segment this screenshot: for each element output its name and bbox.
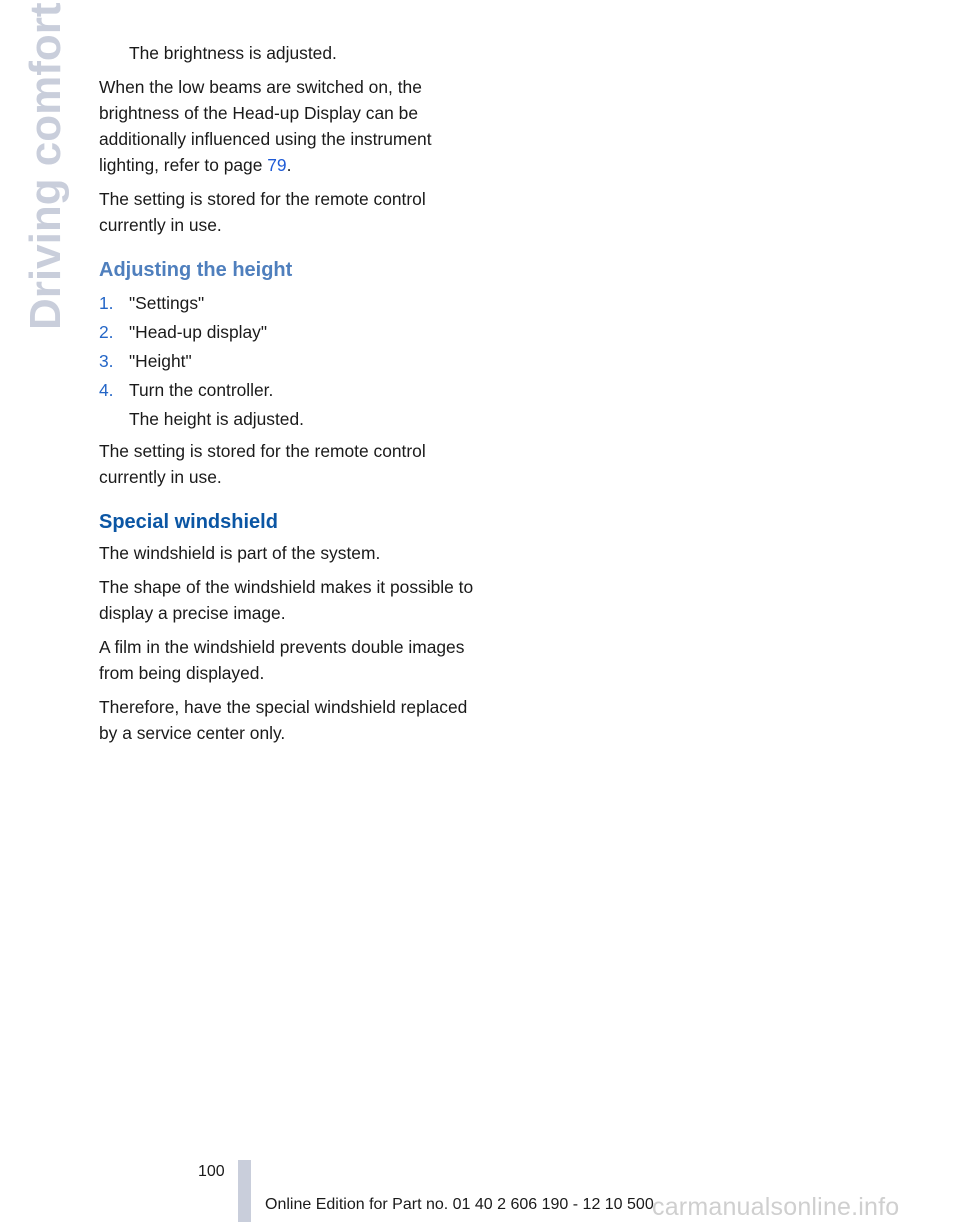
- stored-setting-note-2: The setting is stored for the remote control currently in use.: [99, 441, 426, 487]
- step-text: "Settings": [129, 293, 205, 313]
- step-item: [99, 290, 479, 316]
- step-item: [99, 319, 479, 345]
- step-number: 4.: [99, 380, 114, 400]
- low-beams-paragraph: [99, 74, 479, 178]
- section-side-title: [0, 0, 80, 340]
- brightness-result: The brightness is adjusted.: [129, 43, 337, 63]
- watermark-text: carmanualsonline.info: [652, 1193, 900, 1221]
- step-item: [99, 377, 479, 403]
- adjusting-height-heading: Adjusting the height: [99, 259, 293, 281]
- windshield-paragraph: The shape of the windshield makes it possible to display a precise image.: [99, 577, 474, 623]
- low-beams-text: When the low beams are switched on, the brightness of the Head-up Display can be additionally influenced using the instrument lighting, refer to page: [99, 77, 432, 175]
- windshield-paragraph: Therefore, have the special windshield replaced by a service center only.: [99, 697, 468, 743]
- height-result: The height is adjusted.: [129, 409, 304, 429]
- step-text: "Height": [129, 351, 192, 371]
- special-windshield-heading: Special windshield: [99, 511, 278, 533]
- step-text: Turn the controller.: [129, 380, 274, 400]
- step-number: 2.: [99, 322, 114, 342]
- windshield-paragraph: A film in the windshield prevents double images from being displayed.: [99, 637, 465, 683]
- windshield-paragraph: The windshield is part of the system.: [99, 543, 381, 563]
- step-number: 3.: [99, 351, 114, 371]
- side-title-text: Driving comfort: [21, 2, 70, 330]
- page-number: 100: [198, 1163, 225, 1180]
- step-text: "Head-up display": [129, 322, 268, 342]
- main-content: [99, 40, 479, 754]
- step-number: 1.: [99, 293, 114, 313]
- edition-text: Online Edition for Part no. 01 40 2 606 190 - 12 10 500: [265, 1196, 654, 1213]
- footer-accent-bar: [238, 1160, 251, 1222]
- low-beams-end: .: [286, 155, 292, 175]
- page-reference-link[interactable]: 79: [267, 155, 287, 175]
- step-item: [99, 348, 479, 374]
- stored-setting-note-1: The setting is stored for the remote control currently in use.: [99, 189, 426, 235]
